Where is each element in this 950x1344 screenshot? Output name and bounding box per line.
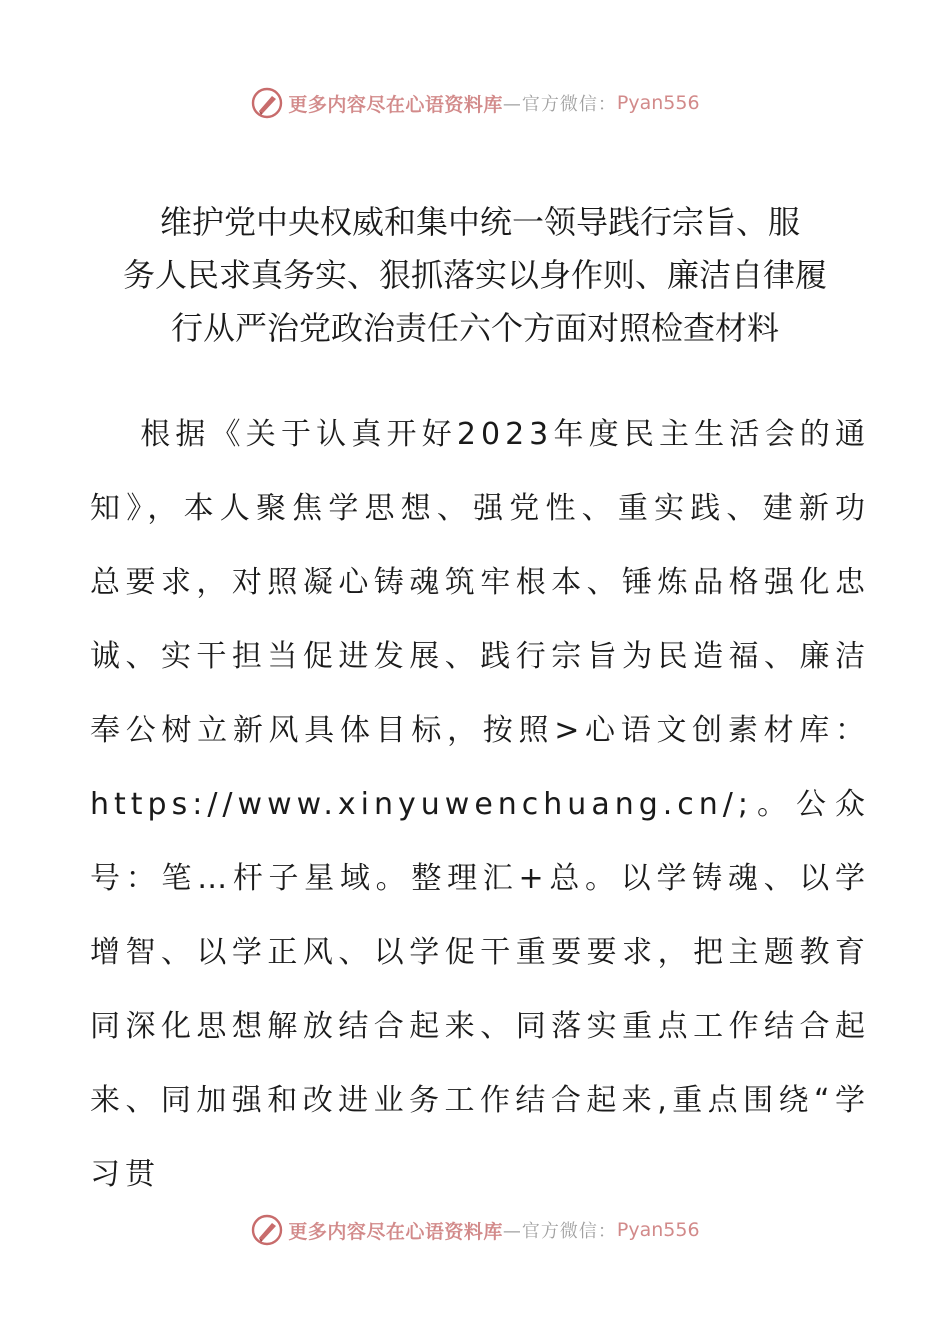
footer-banner <box>0 1210 950 1250</box>
title-line-1: 维护党中央权威和集中统一领导践行宗旨、服 <box>160 203 801 241</box>
document-title <box>60 196 890 355</box>
title-line-2: 务人民求真务实、狠抓落实以身作则、廉洁自律履 <box>122 256 827 294</box>
pen-nib-logo-icon <box>250 86 284 120</box>
body-paragraph <box>90 398 870 1212</box>
footer-label: —官方微信： <box>502 1221 617 1242</box>
header-label: —官方微信： <box>502 94 617 115</box>
footer-brand: 更多内容尽在心语资料库 <box>288 1220 503 1243</box>
header-banner <box>0 83 950 123</box>
paragraph-text: 根据《关于认真开好2023年度民主生活会的通知》，本人聚焦学思想、强党性、重实践、建新功总要求，对照凝心铸魂筑牢根本、锤炼品格强化忠诚、实干担当促进发展、践行宗旨为民造福、廉洁奉公树立新风具体目标，按照>心语文创素材库：https://www.xinyuwenchuang.cn/;。公众号：笔…杆子星域。整理汇+总。以学铸魂、以学增智、以学正风、以学促干重要要求，把主题教育同深化思想解放结合起来、同落实重点工作结合起来、同加强和改进业务工作结合起来,重点围绕“学习贯 <box>90 417 870 1192</box>
footer-wechat-id: Pyan556 <box>616 1219 700 1241</box>
title-line-3: 行从严治党政治责任六个方面对照检查材料 <box>170 309 779 347</box>
pen-nib-logo-icon <box>250 1213 284 1247</box>
header-brand: 更多内容尽在心语资料库 <box>288 93 503 116</box>
header-wechat-id: Pyan556 <box>616 92 700 114</box>
